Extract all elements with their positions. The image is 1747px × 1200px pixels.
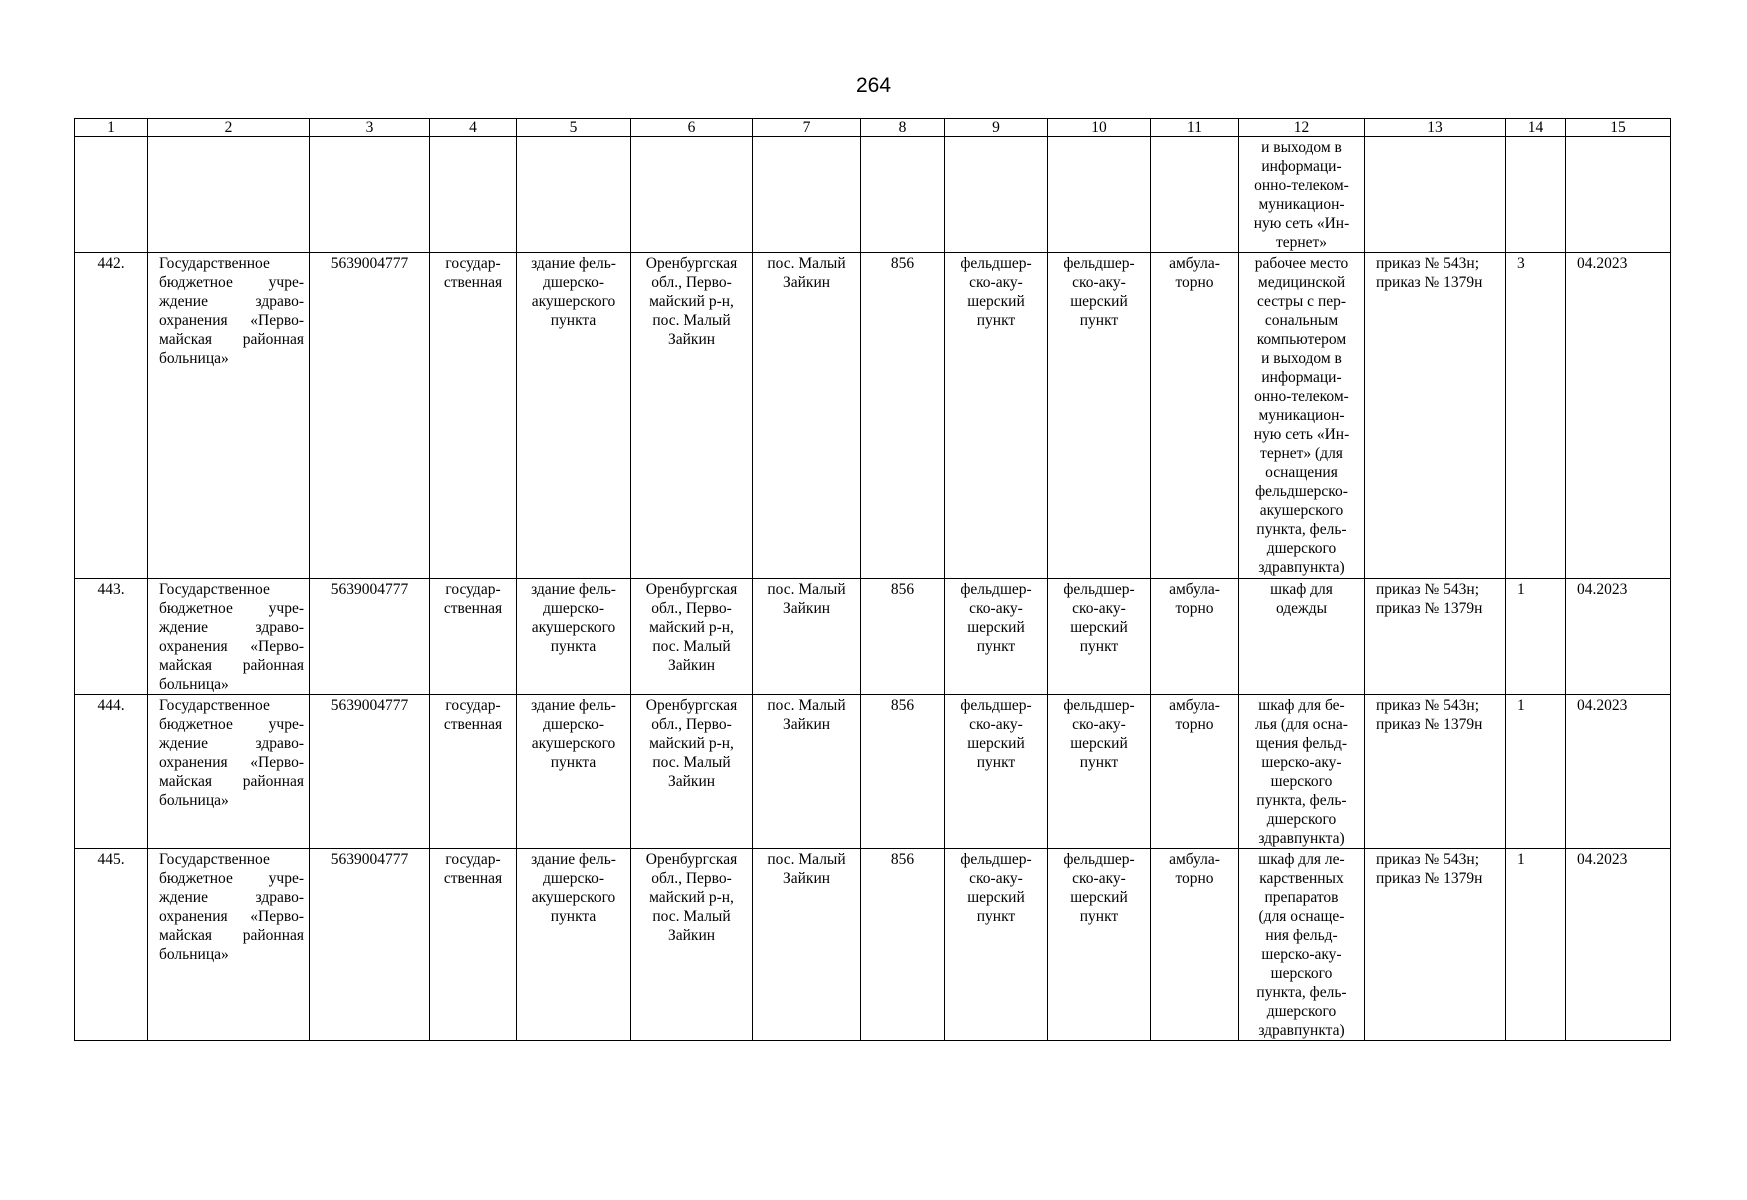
basis-cell: приказ № 543н; приказ № 1379н: [1365, 849, 1506, 1041]
address-cell: Оренбургская обл., Перво- майский р-н, пос. Малый Зайкин: [631, 579, 753, 695]
inn-cell: 5639004777: [310, 849, 430, 1041]
equipment-cell: шкаф для бе- лья (для осна- щения фельд- шерско-аку- шерского пункта, фель- дшерского здравпункта): [1239, 695, 1365, 849]
facility-subtype-cell: фельдшер- ско-аку- шерский пункт: [1048, 253, 1151, 579]
settlement-cell: пос. Малый Зайкин: [753, 579, 861, 695]
empty-cell: [517, 137, 631, 253]
column-number-row: [75, 119, 1671, 137]
facility-type-cell: фельдшер- ско-аку- шерский пункт: [945, 253, 1048, 579]
organization-name: Государственное бюджетное учре-ждение здраво-охранения «Перво-майская районная больница»: [148, 253, 310, 579]
empty-cell: [753, 137, 861, 253]
column-number: 9: [945, 119, 1048, 137]
empty-cell: [1566, 137, 1671, 253]
facility-subtype-cell: фельдшер- ско-аку- шерский пункт: [1048, 849, 1151, 1041]
table-row: [75, 849, 1671, 1041]
building-cell: здание фель- дшерско- акушерского пункта: [517, 695, 631, 849]
equipment-cell: шкаф для одежды: [1239, 579, 1365, 695]
empty-cell: [1365, 137, 1506, 253]
quantity-cell: 1: [1506, 849, 1566, 1041]
column-number: 1: [75, 119, 148, 137]
empty-cell: [430, 137, 517, 253]
continuation-row: [75, 137, 1671, 253]
facility-subtype-cell: фельдшер- ско-аку- шерский пункт: [1048, 579, 1151, 695]
empty-cell: [1506, 137, 1566, 253]
address-cell: Оренбургская обл., Перво- майский р-н, пос. Малый Зайкин: [631, 849, 753, 1041]
basis-cell: приказ № 543н; приказ № 1379н: [1365, 695, 1506, 849]
table-row: [75, 253, 1671, 579]
settlement-cell: пос. Малый Зайкин: [753, 253, 861, 579]
inn-cell: 5639004777: [310, 695, 430, 849]
quantity-cell: 1: [1506, 579, 1566, 695]
code-cell: 856: [861, 253, 945, 579]
facility-type-cell: фельдшер- ско-аку- шерский пункт: [945, 849, 1048, 1041]
care-form-cell: амбула- торно: [1151, 695, 1239, 849]
column-number: 6: [631, 119, 753, 137]
settlement-cell: пос. Малый Зайкин: [753, 849, 861, 1041]
facility-type-cell: фельдшер- ско-аку- шерский пункт: [945, 579, 1048, 695]
column-number: 4: [430, 119, 517, 137]
column-number: 8: [861, 119, 945, 137]
equipment-cell: шкаф для ле- карственных препаратов (для оснаще- ния фельд- шерско-аку- шерского пункта, фель- дшерского здравпункта): [1239, 849, 1365, 1041]
quantity-cell: 3: [1506, 253, 1566, 579]
empty-cell: [1151, 137, 1239, 253]
row-number: 445.: [75, 849, 148, 1041]
column-number: 7: [753, 119, 861, 137]
empty-cell: [1048, 137, 1151, 253]
empty-cell: [945, 137, 1048, 253]
date-cell: 04.2023: [1566, 579, 1671, 695]
row-number: 444.: [75, 695, 148, 849]
column-number: 12: [1239, 119, 1365, 137]
equipment-cell: и выходом в информаци- онно-телеком- муникацион- ную сеть «Ин- тернет»: [1239, 137, 1365, 253]
code-cell: 856: [861, 579, 945, 695]
settlement-cell: пос. Малый Зайкин: [753, 695, 861, 849]
care-form-cell: амбула- торно: [1151, 253, 1239, 579]
facility-type-cell: фельдшер- ско-аку- шерский пункт: [945, 695, 1048, 849]
row-number: 442.: [75, 253, 148, 579]
basis-cell: приказ № 543н; приказ № 1379н: [1365, 579, 1506, 695]
column-number: 5: [517, 119, 631, 137]
column-number: 10: [1048, 119, 1151, 137]
organization-name: Государственное бюджетное учре-ждение здраво-охранения «Перво-майская районная больница»: [148, 849, 310, 1041]
building-cell: здание фель- дшерско- акушерского пункта: [517, 849, 631, 1041]
equipment-cell: рабочее место медицинской сестры с пер- сональным компьютером и выходом в информаци- онно-телеком- муникацион- ную сеть «Ин- тернет» (для оснащения фельдшерско- акушерского пункта, фель- дшерского здравпункта): [1239, 253, 1365, 579]
page-number: 264: [855, 74, 892, 97]
facility-subtype-cell: фельдшер- ско-аку- шерский пункт: [1048, 695, 1151, 849]
inn-cell: 5639004777: [310, 579, 430, 695]
inn-cell: 5639004777: [310, 253, 430, 579]
column-number: 13: [1365, 119, 1506, 137]
ownership-form: государ- ственная: [430, 695, 517, 849]
basis-cell: приказ № 543н; приказ № 1379н: [1365, 253, 1506, 579]
date-cell: 04.2023: [1566, 253, 1671, 579]
empty-cell: [75, 137, 148, 253]
address-cell: Оренбургская обл., Перво- майский р-н, пос. Малый Зайкин: [631, 253, 753, 579]
empty-cell: [148, 137, 310, 253]
table-row: [75, 579, 1671, 695]
empty-cell: [861, 137, 945, 253]
address-cell: Оренбургская обл., Перво- майский р-н, пос. Малый Зайкин: [631, 695, 753, 849]
empty-cell: [310, 137, 430, 253]
column-number: 15: [1566, 119, 1671, 137]
quantity-cell: 1: [1506, 695, 1566, 849]
date-cell: 04.2023: [1566, 695, 1671, 849]
column-number: 3: [310, 119, 430, 137]
organization-name: Государственное бюджетное учре-ждение здраво-охранения «Перво-майская районная больница»: [148, 579, 310, 695]
column-number: 14: [1506, 119, 1566, 137]
column-number: 2: [148, 119, 310, 137]
registry-table: [74, 118, 1671, 1041]
ownership-form: государ- ственная: [430, 579, 517, 695]
empty-cell: [631, 137, 753, 253]
care-form-cell: амбула- торно: [1151, 849, 1239, 1041]
building-cell: здание фель- дшерско- акушерского пункта: [517, 253, 631, 579]
care-form-cell: амбула- торно: [1151, 579, 1239, 695]
building-cell: здание фель- дшерско- акушерского пункта: [517, 579, 631, 695]
table-row: [75, 695, 1671, 849]
code-cell: 856: [861, 695, 945, 849]
code-cell: 856: [861, 849, 945, 1041]
ownership-form: государ- ственная: [430, 253, 517, 579]
date-cell: 04.2023: [1566, 849, 1671, 1041]
row-number: 443.: [75, 579, 148, 695]
column-number: 11: [1151, 119, 1239, 137]
organization-name: Государственное бюджетное учре-ждение здраво-охранения «Перво-майская районная больница»: [148, 695, 310, 849]
ownership-form: государ- ственная: [430, 849, 517, 1041]
